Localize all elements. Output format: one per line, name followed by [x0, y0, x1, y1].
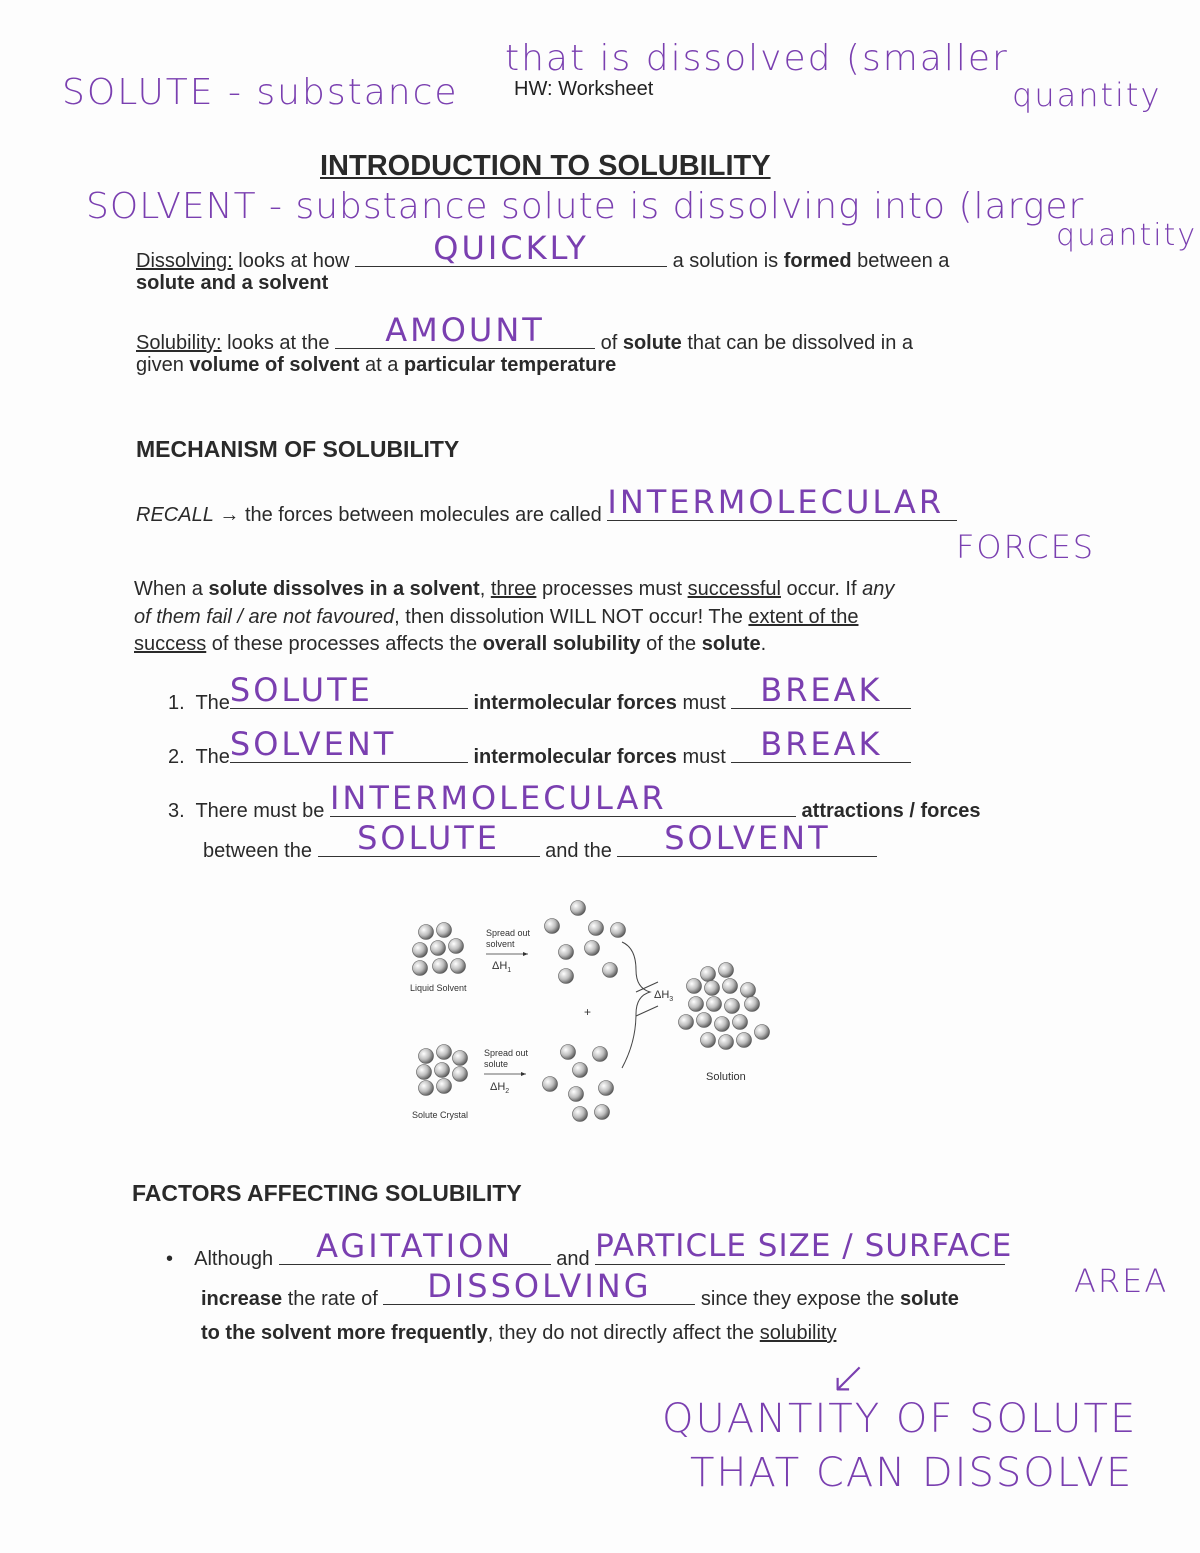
worksheet-label: HW: Worksheet — [514, 78, 654, 100]
molecule-sphere — [413, 943, 428, 958]
factors-answer-1: AGITATION — [316, 1227, 514, 1265]
text-underlined: successful — [687, 578, 781, 600]
step-text-bold: attractions / forces — [801, 800, 981, 822]
molecule-sphere — [417, 1065, 432, 1080]
spread-solute-label: Spread out — [484, 1048, 529, 1058]
given-word: given — [136, 354, 184, 376]
text: processes must — [536, 578, 688, 600]
molecule-sphere — [611, 923, 626, 938]
solubility-blank[interactable] — [335, 311, 595, 349]
molecule-sphere — [453, 1067, 468, 1082]
step-text-bold: intermolecular forces — [473, 746, 677, 768]
solute-definition-note: SOLUTE - substance — [62, 72, 459, 113]
solubility-note-2: THAT CAN DISSOLVE — [690, 1450, 1134, 1496]
molecule-sphere — [741, 983, 756, 998]
step-text: The — [195, 692, 230, 714]
solvent-definition-note: SOLVENT - substance solute is dissolving into (larger — [86, 186, 1085, 227]
solubility-text-2: of — [600, 332, 618, 354]
solubility-solute: solute — [622, 332, 682, 354]
solution-label: Solution — [706, 1071, 746, 1083]
recall-text: the forces between molecules are called — [244, 504, 602, 526]
molecule-sphere — [543, 1077, 558, 1092]
molecule-sphere — [449, 939, 464, 954]
molecule-sphere — [689, 997, 704, 1012]
spread-solute-label-2: solute — [484, 1059, 509, 1069]
solute-word: solute — [136, 272, 195, 294]
step-text: The — [195, 746, 230, 768]
molecule-sphere — [453, 1051, 468, 1066]
step-text: must — [682, 692, 726, 714]
solubility-underlined: solubility — [759, 1322, 837, 1344]
recall-word: RECALL — [136, 504, 214, 526]
molecule-sphere — [433, 959, 448, 974]
dissolving-definition-line2 — [136, 272, 328, 295]
step-2-answer-2: BREAK — [760, 725, 883, 763]
process-paragraph-line1 — [134, 578, 894, 601]
text-underlined: three — [490, 578, 537, 600]
solubility-note-1: QUANTITY OF SOLUTE — [662, 1396, 1138, 1442]
step-1-answer-2: BREAK — [760, 671, 883, 709]
molecule-sphere — [419, 1081, 434, 1096]
factors-text-bold: to the solvent more frequently — [201, 1322, 488, 1344]
factors-answer-3: DISSOLVING — [427, 1267, 652, 1305]
text-italic: any — [862, 578, 895, 600]
bullet-icon: • — [166, 1248, 174, 1270]
step-1-blank-1[interactable] — [229, 671, 468, 709]
text-underlined: extent of the — [748, 606, 859, 628]
molecule-sphere — [697, 1013, 712, 1028]
step-text: between the — [203, 840, 312, 862]
step-3-answer-3: SOLVENT — [664, 819, 831, 857]
and-word: and a — [200, 272, 253, 294]
dissolving-blank[interactable] — [355, 229, 667, 267]
molecule-sphere — [413, 961, 428, 976]
solubility-text-3: that can be dissolved in a — [687, 332, 914, 354]
recall-line — [136, 483, 957, 527]
step-3-blank-2[interactable] — [318, 819, 540, 857]
solute-definition-note-3: quantity — [1012, 76, 1162, 114]
step-number: 1. — [168, 692, 185, 714]
solubility-text: looks at the — [227, 332, 330, 354]
text: , then dissolution WILL NOT occur! The — [394, 606, 749, 628]
step-3-answer-2: SOLUTE — [357, 819, 500, 857]
solvent-word: solvent — [258, 272, 329, 294]
molecule-sphere — [437, 923, 452, 938]
factors-text-bold: increase — [201, 1288, 283, 1310]
dissolving-term: Dissolving: — [136, 250, 233, 272]
molecule-sphere — [723, 979, 738, 994]
molecule-sphere — [707, 997, 722, 1012]
solubility-term: Solubility: — [136, 332, 222, 354]
factors-heading: FACTORS AFFECTING SOLUBILITY — [132, 1180, 522, 1206]
arrowhead-icon — [521, 1072, 526, 1076]
factors-text: since they expose the — [700, 1288, 895, 1310]
dissolving-answer: QUICKLY — [433, 229, 589, 267]
step-3 — [168, 779, 981, 823]
molecule-sphere — [431, 941, 446, 956]
dh2-label: $\Delta H_2$ — [490, 1081, 510, 1095]
molecule-sphere — [687, 979, 702, 994]
recall-answer-2: FORCES — [956, 528, 1096, 566]
molecule-sphere — [419, 925, 434, 940]
molecule-sphere — [679, 1015, 694, 1030]
solubility-definition-line2 — [136, 354, 616, 377]
dissolving-text-2: a solution is — [672, 250, 779, 272]
molecule-sphere — [437, 1079, 452, 1094]
text: of the — [640, 633, 702, 655]
step-2 — [168, 725, 911, 769]
text: of these processes affects the — [206, 633, 483, 655]
spread-solvent-label-2: solvent — [486, 939, 515, 949]
step-text: There must be — [195, 800, 325, 822]
text-italic: of them fail / are not favoured — [134, 606, 395, 628]
mechanism-heading: MECHANISM OF SOLUBILITY — [136, 436, 460, 462]
molecule-sphere — [545, 919, 560, 934]
molecule-sphere — [599, 1081, 614, 1096]
molecule-sphere — [725, 999, 740, 1014]
molecule-sphere — [715, 1017, 730, 1032]
spread-solvent-label: Spread out — [486, 928, 531, 938]
at-a: at a — [364, 354, 399, 376]
text-bold: solute — [701, 633, 761, 655]
molecule-sphere — [559, 969, 574, 984]
molecule-sphere — [701, 1033, 716, 1048]
molecule-sphere — [585, 941, 600, 956]
liquid-solvent-label: Liquid Solvent — [410, 983, 467, 993]
process-paragraph-line3 — [134, 633, 766, 656]
factors-blank-2[interactable] — [595, 1228, 1013, 1265]
recall-blank[interactable] — [607, 483, 957, 521]
dissolving-formed: formed — [783, 250, 852, 272]
factors-answer-2b: AREA — [1074, 1262, 1169, 1300]
factors-text: and — [556, 1248, 590, 1270]
factors-text: Although — [194, 1248, 274, 1270]
factors-answer-2: PARTICLE SIZE / SURFACE — [595, 1228, 1013, 1264]
molecule-sphere — [719, 1035, 734, 1050]
text-underlined: success — [134, 633, 207, 655]
molecule-sphere — [719, 963, 734, 978]
recall-answer: INTERMOLECULAR — [607, 483, 945, 521]
step-text-bold: intermolecular forces — [473, 692, 677, 714]
solute-definition-note-2: that is dissolved (smaller — [505, 38, 1009, 79]
solubility-definition — [136, 311, 914, 355]
molecule-sphere — [573, 1063, 588, 1078]
molecule-sphere — [571, 901, 586, 916]
dissolving-text: looks at how — [238, 250, 350, 272]
molecule-sphere — [435, 1063, 450, 1078]
molecule-sphere — [733, 1015, 748, 1030]
factors-text: , they do not directly affect the — [487, 1322, 755, 1344]
text: occur. If — [780, 578, 863, 600]
step-3-blank[interactable] — [329, 779, 796, 817]
right-arrow-icon: → — [219, 504, 240, 526]
dh1-label: $\Delta H_1$ — [492, 960, 512, 974]
molecule-sphere — [595, 1105, 610, 1120]
step-3-line2 — [203, 819, 877, 863]
arrow-line — [636, 1006, 658, 1016]
molecule-sphere — [705, 981, 720, 996]
step-1 — [168, 671, 911, 715]
page-title: INTRODUCTION TO SOLUBILITY — [320, 150, 771, 182]
text: , — [479, 578, 491, 600]
step-2-blank-2[interactable] — [731, 725, 911, 763]
molecule-sphere — [737, 1033, 752, 1048]
solvent-definition-note-2: quantity — [1056, 218, 1198, 253]
factors-blank-3[interactable] — [383, 1267, 695, 1305]
step-1-answer-1: SOLUTE — [229, 671, 373, 709]
text-bold: overall solubility — [482, 633, 641, 655]
annotation-arrow-icon: ↙ — [830, 1352, 869, 1403]
process-paragraph-line2 — [134, 606, 858, 629]
solute-crystal-label: Solute Crystal — [412, 1110, 469, 1120]
step-text: and the — [545, 840, 612, 862]
step-text: must — [682, 746, 726, 768]
molecule-sphere — [569, 1087, 584, 1102]
step-number: 2. — [168, 746, 185, 768]
molecule-sphere — [437, 1045, 452, 1060]
molecule-sphere — [593, 1047, 608, 1062]
step-2-blank-1[interactable] — [229, 725, 468, 763]
factors-line3 — [201, 1322, 836, 1345]
molecule-sphere — [451, 959, 466, 974]
molecule-sphere — [745, 997, 760, 1012]
dh3-label: $\Delta H_3$ — [654, 989, 674, 1003]
dissolution-diagram — [400, 892, 790, 1128]
plus-sign: + — [584, 1005, 592, 1019]
step-3-answer: INTERMOLECULAR — [329, 779, 667, 817]
dissolving-text-3: between a — [857, 250, 950, 272]
molecule-sphere — [561, 1045, 576, 1060]
step-number: 3. — [168, 800, 185, 822]
factors-line2 — [201, 1267, 959, 1311]
step-3-blank-3[interactable] — [617, 819, 877, 857]
bracket-icon — [622, 942, 650, 1068]
molecule-sphere — [559, 945, 574, 960]
text: When a — [134, 578, 209, 600]
solubility-answer: AMOUNT — [385, 311, 545, 349]
factors-text-bold: solute — [899, 1288, 959, 1310]
factors-blank-1[interactable] — [279, 1227, 551, 1265]
volume-of-solvent: volume of solvent — [189, 354, 360, 376]
dissolving-definition — [136, 229, 950, 273]
arrowhead-icon — [523, 952, 528, 956]
molecule-sphere — [755, 1025, 770, 1040]
step-2-answer-1: SOLVENT — [229, 725, 397, 763]
particular-temperature: particular temperature — [403, 354, 617, 376]
text-bold: solute dissolves in a solvent — [208, 578, 480, 600]
molecule-sphere — [419, 1049, 434, 1064]
molecule-sphere — [603, 963, 618, 978]
text: . — [760, 633, 767, 655]
step-1-blank-2[interactable] — [731, 671, 911, 709]
molecule-sphere — [573, 1107, 588, 1122]
factors-text: the rate of — [287, 1288, 378, 1310]
molecule-sphere — [589, 921, 604, 936]
molecule-sphere — [701, 967, 716, 982]
